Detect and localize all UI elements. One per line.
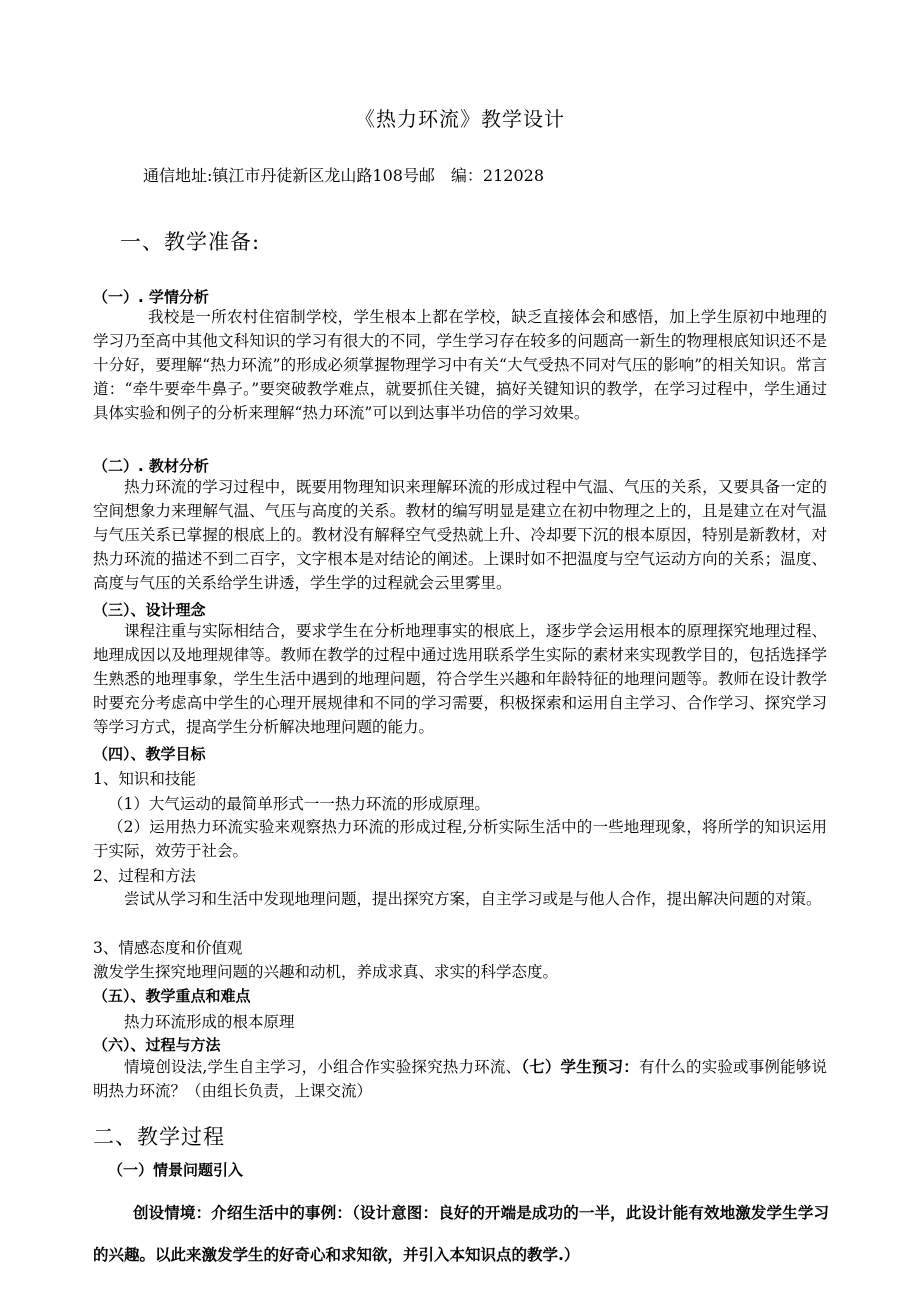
section-heading-teaching-goals: （四）、教学目标	[93, 745, 206, 763]
section-heading-key-points: （五）、教学重点和难点	[93, 987, 251, 1005]
paragraph-textbook-analysis: 热力环流的学习过程中，既要用物理知识来理解环流的形成过程中气温、气压的关系，又要具备一定的空间想象力来理解气温、气压与高度的关系。教材的编写明显是建立在初中物理之上的，且是建立在对气温与气压关系已掌握的根底上的。教材没有解释空气受热就上升、冷却要下沉的根本原因，特别是新教材，对热力环流的描述不到二百字，文字根本是对结论的阐述。上课时如不把温度与空气运动方向的关系；温度、高度与气压的关系给学生讲透，学生学的过程就会云里雾里。	[93, 478, 827, 592]
goal-knowledge-item-1: （1）大气运动的最简单形式一一热力环流的形成原理。	[108, 795, 490, 813]
preview-heading: （七）学生预习：	[521, 1058, 639, 1076]
goal-knowledge-skills: 1、知识和技能	[93, 770, 196, 788]
paragraph-scenario-intro: 创设情境：介绍生活中的事例：（设计意图：良好的开端是成功的一半，此设计能有效地激发学生学习的兴趣。以此来激发学生的好奇心和求知欲，并引入本知识点的教学.）	[93, 1204, 829, 1264]
part1-heading: 一、教学准备:	[120, 230, 261, 254]
goal-process-method-text: 尝试从学习和生活中发现地理问题，提出探究方案，自主学习或是与他人合作，提出解决问题的对策。	[124, 890, 822, 908]
goal-process-method: 2、过程和方法	[93, 867, 196, 885]
section-heading-design-concept: （三）、设计理念	[93, 601, 206, 619]
section-heading-process-method: （六）、过程与方法	[93, 1036, 221, 1054]
section-heading-scenario-intro: （一）情景问题引入	[108, 1161, 244, 1179]
section-heading-textbook-analysis: （二）. 教材分析	[93, 457, 209, 475]
key-points-text: 热力环流形成的根本原理	[124, 1013, 295, 1031]
paragraph-design-concept: 课程注重与实际相结合，要求学生在分析地理事实的根底上，逐步学会运用根本的原理探究地理过程、地理成因以及地理规律等。教师在教学的过程中通过选用联系学生实际的素材来实现教学目的，包括选择学生熟悉的地理事象，学生生活中遇到的地理问题，符合学生兴趣和年龄特征的地理问题等。教师在设计教学时要充分考虑高中学生的心理开展规律和不同的学习需要，积极探索和运用自主学习、合作学习、探究学习等学习方式，提高学生分析解决地理问题的能力。	[93, 622, 827, 736]
goal-knowledge-item-2: （2）运用热力环流实验来观察热力环流的形成过程,分析实际生活中的一些地理现象，将所学的知识运用于实际，效劳于社会。	[93, 818, 827, 860]
goal-attitude-values-text: 激发学生探究地理问题的兴趣和动机，养成求真、求实的科学态度。	[93, 963, 559, 981]
mailing-address: 通信地址:镇江市丹徒新区龙山路108号邮 编：212028	[143, 166, 545, 185]
paragraph-learner-analysis: 我校是一所农村住宿制学校，学生根本上都在学校，缺乏直接体会和感悟，加上学生原初中地理的学习乃至高中其他文科知识的学习有很大的不同，学生学习存在较多的问题高一新生的物理根底知识还不是十分好，要理解“热力环流”的形成必须掌握物理学习中有关“大气受热不同对气压的影响”的相关知识。常言道：“牵牛要牵牛鼻子。”要突破教学难点，就要抓住关键，搞好关键知识的教学，在学习过程中，学生通过具体实验和例子的分析来理解“热力环流”可以到达事半功倍的学习效果。	[93, 308, 827, 422]
preview-text: 有什么的实验或事例能够说明热力环流？（由组长负责，上课交流）	[93, 1058, 827, 1100]
section-heading-learner-analysis: （一）. 学情分析	[93, 288, 209, 306]
process-method-text: 情境创设法,学生自主学习，小组合作实验探究热力环流、	[124, 1058, 522, 1076]
part2-heading: 二、教学过程	[93, 1125, 225, 1149]
goal-attitude-values: 3、情感态度和价值观	[93, 939, 243, 957]
document-title: 《热力环流》教学设计	[355, 107, 565, 131]
paragraph-process-method	[93, 1055, 827, 1103]
